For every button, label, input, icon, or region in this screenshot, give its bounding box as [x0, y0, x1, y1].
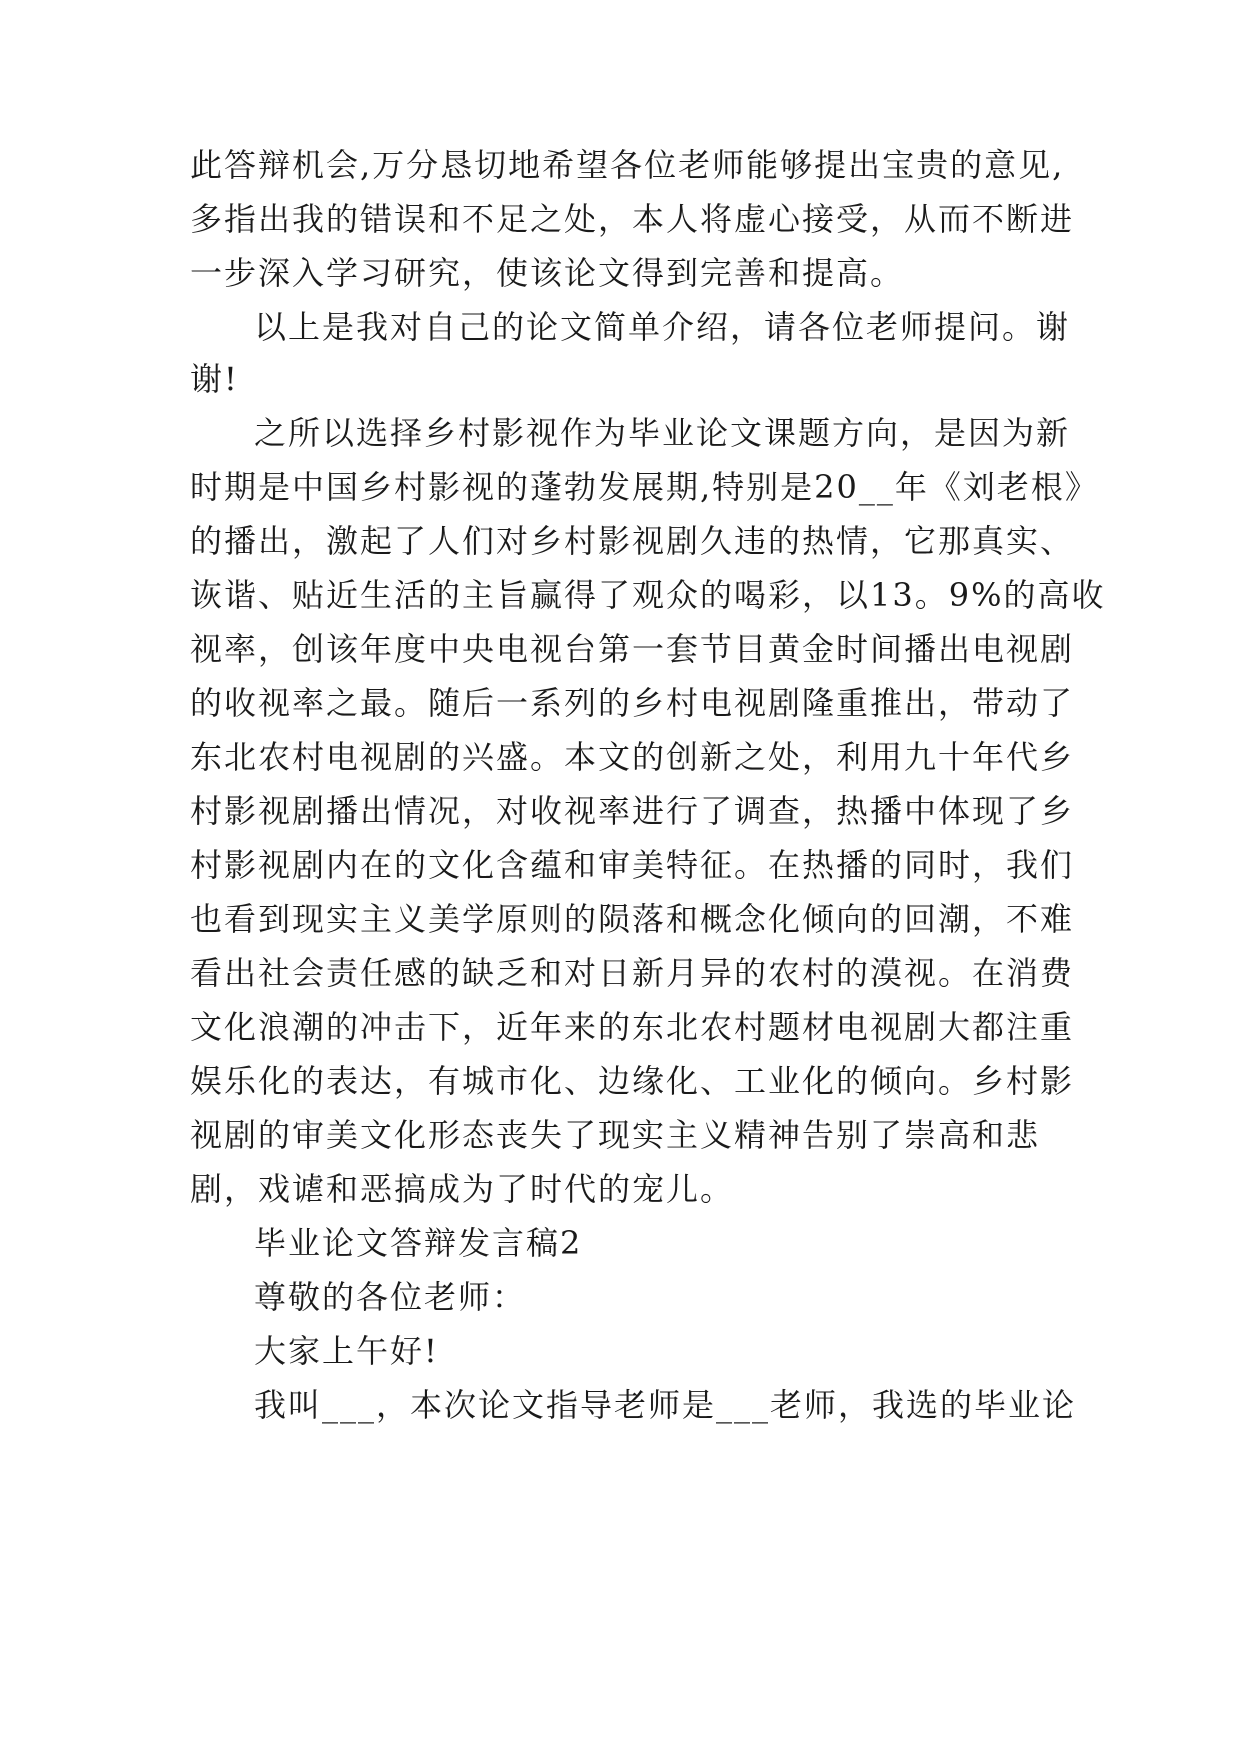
- text-line: 时期是中国乡村影视的蓬勃发展期,特别是20__年《刘老根》: [190, 468, 1099, 506]
- text-line: 东北农村电视剧的兴盛。本文的创新之处，利用九十年代乡: [190, 738, 1075, 776]
- text-line: 村影视剧内在的文化含蕴和审美特征。在热播的同时，我们: [190, 846, 1075, 884]
- text-line: 的播出，激起了人们对乡村影视剧久违的热情，它那真实、: [190, 522, 1075, 560]
- text-line: 多指出我的错误和不足之处，本人将虚心接受，从而不断进: [190, 200, 1075, 238]
- text-line: 也看到现实主义美学原则的陨落和概念化倾向的回潮，不难: [190, 900, 1075, 938]
- text-line: 一步深入学习研究，使该论文得到完善和提高。: [190, 254, 905, 292]
- text-line: 娱乐化的表达，有城市化、边缘化、工业化的倾向。乡村影: [190, 1062, 1075, 1100]
- salutation: 尊敬的各位老师：: [254, 1278, 527, 1316]
- section-heading: 毕业论文答辩发言稿2: [254, 1224, 583, 1262]
- text-line: 我叫___，本次论文指导老师是___老师，我选的毕业论: [254, 1386, 1077, 1424]
- text-line: 视剧的审美文化形态丧失了现实主义精神告别了崇高和悲: [190, 1116, 1041, 1154]
- text-line: 诙谐、贴近生活的主旨赢得了观众的喝彩，以13。9%的高收: [190, 576, 1106, 614]
- text-line: 的收视率之最。随后一系列的乡村电视剧隆重推出，带动了: [190, 684, 1075, 722]
- text-line: 此答辩机会,万分恳切地希望各位老师能够提出宝贵的意见,: [190, 146, 1065, 184]
- text-line: 村影视剧播出情况，对收视率进行了调查，热播中体现了乡: [190, 792, 1075, 830]
- text-line: 剧，戏谑和恶搞成为了时代的宠儿。: [190, 1170, 735, 1208]
- greeting: 大家上午好!: [254, 1332, 439, 1370]
- text-line: 视率，创该年度中央电视台第一套节目黄金时间播出电视剧: [190, 630, 1075, 668]
- text-line: 文化浪潮的冲击下，近年来的东北农村题材电视剧大都注重: [190, 1008, 1075, 1046]
- text-line: 之所以选择乡村影视作为毕业论文课题方向，是因为新: [254, 414, 1071, 452]
- text-line: 看出社会责任感的缺乏和对日新月异的农村的漠视。在消费: [190, 954, 1075, 992]
- text-line: 以上是我对自己的论文简单介绍，请各位老师提问。谢: [254, 308, 1071, 346]
- text-line: 谢!: [190, 360, 239, 398]
